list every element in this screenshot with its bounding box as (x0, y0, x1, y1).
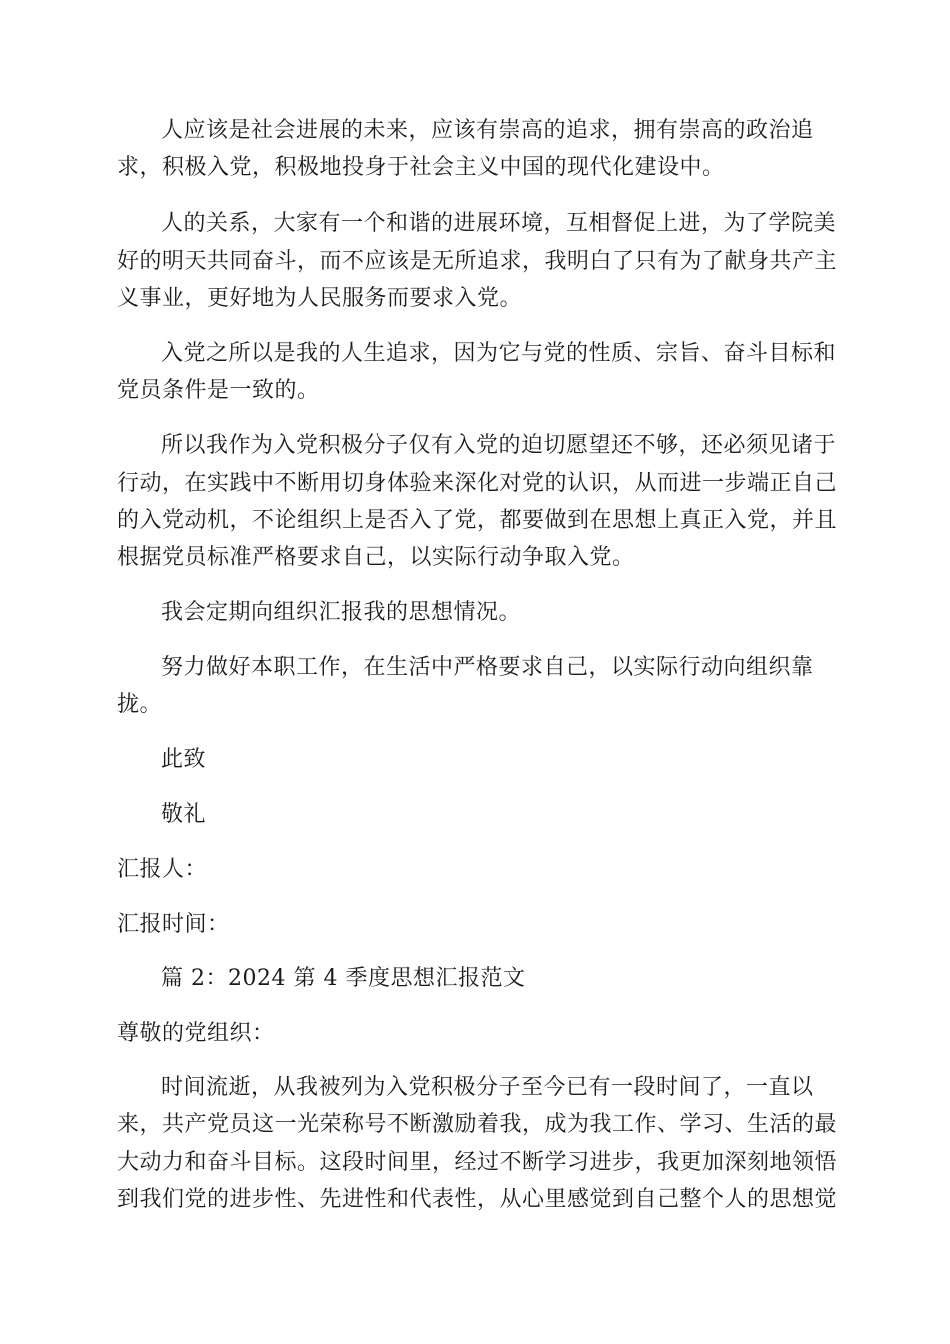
paragraph-3-line-2: 党员条件是一致的。 (117, 378, 320, 403)
report-time-label: 汇报时间： (117, 912, 230, 937)
paragraph-1-line-2: 求，积极入党，积极地投身于社会主义中国的现代化建设中。 (117, 155, 725, 180)
paragraph-1-line-1: 人应该是社会进展的未来，应该有崇高的追求，拥有崇高的政治追 (161, 118, 814, 143)
paragraph-4-line-1: 所以我作为入党积极分子仅有入党的迫切愿望还不够，还必须见诸于 (161, 433, 837, 458)
paragraph-2-line-1: 人的关系，大家有一个和谐的进展环境，互相督促上进，为了学院美 (161, 211, 837, 236)
closing-salutation-2: 敬礼 (161, 802, 207, 827)
article-2-heading: 篇 2：2024 第 4 季度思想汇报范文 (161, 966, 526, 991)
paragraph-6-line-2: 拢。 (117, 692, 163, 717)
article-2-line-2: 来，共产党员这一光荣称号不断激励着我，成为我工作、学习、生活的最 (117, 1112, 838, 1137)
article-2-addressee: 尊敬的党组织： (117, 1021, 275, 1046)
paragraph-3-line-1: 入党之所以是我的人生追求，因为它与党的性质、宗旨、奋斗目标和 (161, 341, 837, 366)
paragraph-2-line-2: 好的明天共同奋斗，而不应该是无所追求，我明白了只有为了献身共产主 (117, 249, 838, 274)
paragraph-6-line-1: 努力做好本职工作，在生活中严格要求自己，以实际行动向组织靠 (161, 655, 814, 680)
paragraph-2-line-3: 义事业，更好地为人民服务而要求入党。 (117, 286, 523, 311)
paragraph-4-line-2: 行动，在实践中不断用切身体验来深化对党的认识，从而进一步端正自己 (117, 471, 838, 496)
article-2-line-3: 大动力和奋斗目标。这段时间里，经过不断学习进步，我更加深刻地领悟 (117, 1150, 838, 1175)
article-2-line-4: 到我们党的进步性、先进性和代表性，从心里感觉到自己整个人的思想觉 (117, 1187, 838, 1212)
paragraph-5-line-1: 我会定期向组织汇报我的思想情况。 (161, 600, 522, 625)
article-2-line-1: 时间流逝，从我被列为入党积极分子至今已有一段时间了，一直以 (161, 1075, 814, 1100)
paragraph-4-line-3: 的入党动机，不论组织上是否入了党，都要做到在思想上真正入党，并且 (117, 508, 838, 533)
reporter-label: 汇报人： (117, 857, 208, 882)
paragraph-4-line-4: 根据党员标准严格要求自己，以实际行动争取入党。 (117, 545, 635, 570)
closing-salutation-1: 此致 (161, 747, 207, 772)
